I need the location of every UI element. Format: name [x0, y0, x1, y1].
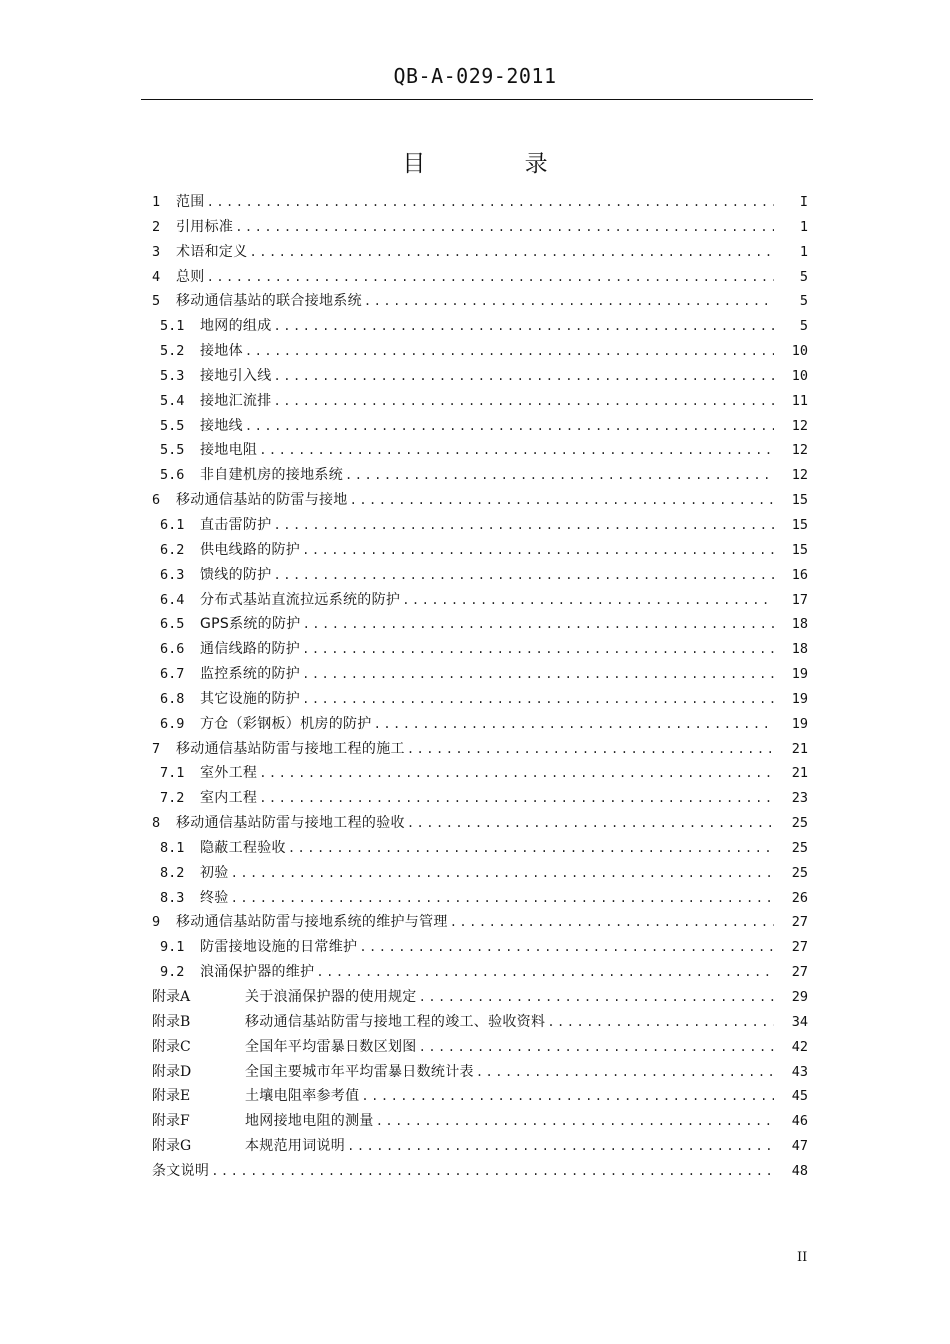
toc-leader-dots: [207, 190, 774, 215]
toc-entry-label: 馈线的防护: [200, 566, 272, 583]
toc-entry[interactable]: [152, 339, 808, 364]
toc-entry-number: 7.1: [160, 765, 185, 782]
toc-entry[interactable]: [152, 215, 808, 240]
toc-entry-page: 10: [791, 343, 808, 360]
toc-entry-label: 防雷接地设施的日常维护: [200, 939, 358, 956]
toc-entry-number: 8.3: [160, 889, 185, 906]
toc-entry-number: 附录D: [152, 1063, 192, 1080]
toc-entry[interactable]: [152, 637, 808, 662]
toc-entry-label: 移动通信基站的联合接地系统: [176, 293, 362, 310]
toc-entry-number: 5.5: [160, 442, 185, 459]
toc-entry-page: 12: [791, 442, 808, 459]
toc-entry-page: 27: [791, 964, 808, 981]
toc-entry-page: 5: [799, 268, 808, 285]
toc-entry-label: 方仓（彩钢板）机房的防护: [200, 715, 372, 732]
toc-entry[interactable]: [152, 289, 808, 314]
toc-entry-number: 5: [152, 293, 161, 310]
toc-entry-label: 室内工程: [200, 790, 258, 807]
toc-entry-number: 6.4: [160, 591, 185, 608]
toc-entry[interactable]: [152, 389, 808, 414]
toc-entry-number: 附录A: [152, 989, 191, 1005]
toc-entry-page: 27: [791, 939, 808, 956]
toc-entry-page: 34: [791, 1013, 808, 1030]
toc-leader-dots: [419, 1035, 774, 1060]
toc-entry-page: 18: [791, 641, 808, 658]
toc-entry-page: 5: [799, 318, 808, 335]
toc-entry-label: 范围: [176, 194, 205, 210]
toc-entry-label: 引用标准: [176, 218, 234, 235]
toc-entry-page: 27: [791, 914, 808, 931]
toc-entry-label: 移动通信基站防雷与接地工程的竣工、验收资料: [245, 1013, 546, 1030]
toc-entry-number: 5.2: [160, 343, 185, 360]
toc-entry-label: 地网接地电阻的测量: [245, 1113, 374, 1130]
toc-leader-dots: [274, 314, 775, 339]
toc-entry-page: 25: [791, 839, 808, 856]
toc-leader-dots: [374, 712, 774, 737]
toc-entry-label: 隐蔽工程验收: [200, 839, 286, 856]
toc-entry-number: 7.2: [160, 790, 185, 807]
toc-entry-label: 接地引入线: [200, 367, 272, 384]
toc-entry[interactable]: [152, 190, 808, 215]
toc-entry-page: 23: [791, 790, 808, 807]
toc-entry[interactable]: [152, 513, 808, 538]
toc-entry-label: GPS系统的防护: [200, 616, 301, 633]
toc-entry-page: 10: [791, 367, 808, 384]
toc-entry-label: 条文说明: [152, 1162, 210, 1179]
toc-leader-dots: [359, 935, 774, 960]
toc-entry-label: 本规范用词说明: [245, 1138, 346, 1155]
toc-leader-dots: [235, 215, 774, 240]
toc-entry-number: 5.5: [160, 417, 185, 434]
toc-entry[interactable]: [152, 1109, 808, 1134]
toc-entry[interactable]: [152, 761, 808, 786]
toc-leader-dots: [211, 1159, 774, 1184]
toc-leader-dots: [231, 886, 774, 911]
toc-entry-number: 5.6: [160, 467, 185, 484]
toc-entry-number: 6.6: [160, 641, 185, 658]
toc-entry-page: 29: [791, 989, 808, 1005]
toc-leader-dots: [347, 1134, 774, 1159]
toc-leader-dots: [245, 414, 774, 439]
toc-leader-dots: [302, 637, 774, 662]
toc-leader-dots: [350, 488, 774, 513]
toc-entry-number: 5.1: [160, 318, 185, 335]
toc-entry-label: 地网的组成: [200, 318, 272, 335]
toc-leader-dots: [450, 910, 774, 935]
toc-entry-label: 分布式基站直流拉远系统的防护: [200, 591, 401, 608]
toc-entry-number: 8.1: [160, 839, 185, 856]
toc-entry[interactable]: [152, 438, 808, 463]
toc-entry-label: 移动通信基站的防雷与接地: [176, 492, 348, 509]
toc-entry[interactable]: [152, 1159, 808, 1184]
toc-entry-label: 终验: [200, 889, 229, 906]
toc-entry[interactable]: [152, 563, 808, 588]
toc-title: 目 录: [402, 151, 594, 177]
toc-entry[interactable]: [152, 414, 808, 439]
toc-leader-dots: [407, 737, 774, 762]
toc-leader-dots: [376, 1109, 774, 1134]
toc-entry-label: 监控系统的防护: [200, 666, 301, 683]
toc-entry[interactable]: [152, 886, 808, 911]
toc-entry-label: 全国年平均雷暴日数区划图: [245, 1038, 417, 1055]
toc-entry-page: 18: [791, 616, 808, 633]
toc-entry-label: 通信线路的防护: [200, 641, 301, 658]
toc-entry[interactable]: [152, 538, 808, 563]
toc-entry-page: 15: [791, 492, 808, 509]
toc-leader-dots: [259, 761, 774, 786]
toc-entry[interactable]: [152, 1134, 808, 1159]
toc-entry-label: 室外工程: [200, 765, 258, 782]
toc-leader-dots: [361, 1084, 774, 1109]
toc-entry-page: 15: [791, 541, 808, 558]
toc-entry-number: 附录G: [152, 1138, 192, 1155]
toc-entry-number: 6.2: [160, 541, 185, 558]
toc-entry-page: 1: [799, 243, 808, 260]
toc-entry[interactable]: [152, 836, 808, 861]
toc-entry-page: 15: [791, 516, 808, 533]
toc-entry[interactable]: [152, 612, 808, 637]
toc-entry-page: 25: [791, 864, 808, 881]
toc-entry-number: 6.3: [160, 566, 185, 583]
toc-leader-dots: [547, 1010, 774, 1035]
toc-entry-page: 42: [791, 1038, 808, 1055]
toc-leader-dots: [302, 687, 774, 712]
toc-entry[interactable]: [152, 240, 808, 265]
toc-leader-dots: [302, 538, 774, 563]
toc-entry-label: 土壤电阻率参考值: [245, 1088, 360, 1105]
toc-entry[interactable]: [152, 265, 808, 290]
toc-leader-dots: [407, 811, 774, 836]
toc-leader-dots: [364, 289, 774, 314]
toc-entry-label: 移动通信基站防雷与接地工程的验收: [176, 815, 405, 832]
toc-entry-number: 9.1: [160, 939, 185, 956]
toc-entry[interactable]: [152, 811, 808, 836]
toc-entry-page: 25: [791, 815, 808, 832]
toc-entry-page: 19: [791, 666, 808, 683]
toc-entry-number: 6.9: [160, 715, 185, 732]
toc-entry-number: 8: [152, 815, 161, 832]
toc-entry-number: 6.7: [160, 666, 185, 683]
toc-entry[interactable]: [152, 960, 808, 985]
toc-entry-number: 5.4: [160, 392, 185, 409]
toc-entry-label: 全国主要城市年平均雷暴日数统计表: [245, 1063, 474, 1080]
toc-entry[interactable]: [152, 910, 808, 935]
toc-entry[interactable]: [152, 1060, 808, 1085]
toc-entry[interactable]: [152, 712, 808, 737]
toc-leader-dots: [259, 438, 774, 463]
toc-entry-number: 附录E: [152, 1088, 191, 1105]
toc-entry-page: 12: [791, 417, 808, 434]
toc-entry-label: 接地电阻: [200, 442, 258, 459]
toc-entry-label: 供电线路的防护: [200, 541, 301, 558]
toc-entry[interactable]: [152, 1084, 808, 1109]
toc-entry-number: 1: [152, 194, 161, 210]
toc-entry[interactable]: [152, 488, 808, 513]
toc-leader-dots: [476, 1060, 774, 1085]
toc-entry-page: 17: [791, 591, 808, 608]
toc-leader-dots: [303, 612, 774, 637]
document-code: QB-A-029-2011: [393, 64, 557, 88]
toc-entry-page: 12: [791, 467, 808, 484]
toc-entry-label: 接地汇流排: [200, 392, 272, 409]
toc-entry-page: 43: [791, 1063, 808, 1080]
toc-entry-number: 6: [152, 492, 161, 509]
toc-entry[interactable]: [152, 1010, 808, 1035]
toc-entry-page: 47: [791, 1138, 808, 1155]
toc-entry[interactable]: [152, 662, 808, 687]
toc-leader-dots: [231, 861, 774, 886]
toc-leader-dots: [274, 563, 775, 588]
toc-leader-dots: [302, 662, 774, 687]
toc-entry-label: 接地体: [200, 343, 243, 360]
toc-entry[interactable]: [152, 687, 808, 712]
toc-entry-number: 5.3: [160, 367, 185, 384]
toc-entry[interactable]: [152, 861, 808, 886]
toc-entry-label: 移动通信基站防雷与接地系统的维护与管理: [176, 914, 448, 931]
toc-entry-page: 46: [791, 1113, 808, 1130]
toc-leader-dots: [316, 960, 774, 985]
page-number: II: [797, 1250, 808, 1265]
toc-entry-number: 9: [152, 914, 161, 931]
toc-leader-dots: [250, 240, 775, 265]
toc-entry-label: 初验: [200, 864, 229, 881]
toc-entry[interactable]: [152, 737, 808, 762]
toc-entry[interactable]: [152, 786, 808, 811]
toc-entry-number: 附录B: [152, 1013, 191, 1030]
toc-entry-label: 接地线: [200, 417, 243, 434]
toc-entry-number: 3: [152, 243, 161, 260]
toc-leader-dots: [245, 339, 774, 364]
toc-leader-dots: [402, 588, 774, 613]
toc-entry[interactable]: [152, 1035, 808, 1060]
toc-entry[interactable]: [152, 463, 808, 488]
toc-leader-dots: [274, 364, 775, 389]
toc-entry-number: 8.2: [160, 864, 185, 881]
toc-leader-dots: [345, 463, 774, 488]
toc-entry-label: 浪涌保护器的维护: [200, 964, 315, 981]
toc-entry-number: 6.5: [160, 616, 185, 633]
toc-entry[interactable]: [152, 588, 808, 613]
toc-entry[interactable]: [152, 935, 808, 960]
toc-entry-page: 1: [799, 218, 808, 235]
toc-entry[interactable]: [152, 985, 808, 1010]
toc-entry-number: 6.8: [160, 690, 185, 707]
toc-entry-label: 直击雷防护: [200, 516, 272, 533]
toc-entry-number: 7: [152, 740, 161, 757]
toc-entry-label: 总则: [176, 268, 205, 285]
toc-entry-page: 21: [791, 765, 808, 782]
toc-entry[interactable]: [152, 314, 808, 339]
toc-entry-number: 2: [152, 218, 161, 235]
header-divider: [141, 99, 813, 100]
toc-entry-label: 其它设施的防护: [200, 690, 301, 707]
toc-entry-number: 附录C: [152, 1038, 191, 1055]
toc-entry-page: I: [799, 194, 808, 210]
toc-entry-page: 21: [791, 740, 808, 757]
toc-entry-label: 术语和定义: [176, 243, 248, 260]
toc-entry-page: 48: [791, 1162, 808, 1179]
toc-leader-dots: [419, 985, 774, 1010]
toc-entry-label: 关于浪涌保护器的使用规定: [245, 989, 417, 1005]
toc-entry-label: 非自建机房的接地系统: [200, 467, 343, 484]
toc-leader-dots: [259, 786, 774, 811]
toc-leader-dots: [207, 265, 774, 290]
table-of-contents: [152, 190, 808, 1184]
toc-entry-page: 19: [791, 690, 808, 707]
toc-entry-page: 5: [799, 293, 808, 310]
toc-entry-number: 4: [152, 268, 161, 285]
toc-entry-page: 19: [791, 715, 808, 732]
toc-leader-dots: [288, 836, 774, 861]
toc-entry-number: 9.2: [160, 964, 185, 981]
toc-entry-number: 附录F: [152, 1113, 190, 1130]
toc-entry-page: 11: [791, 392, 808, 409]
toc-leader-dots: [274, 513, 775, 538]
toc-entry-page: 16: [791, 566, 808, 583]
toc-entry-label: 移动通信基站防雷与接地工程的施工: [176, 740, 405, 757]
toc-entry[interactable]: [152, 364, 808, 389]
toc-entry-page: 45: [791, 1088, 808, 1105]
toc-entry-page: 26: [791, 889, 808, 906]
toc-leader-dots: [274, 389, 775, 414]
toc-entry-number: 6.1: [160, 516, 185, 533]
